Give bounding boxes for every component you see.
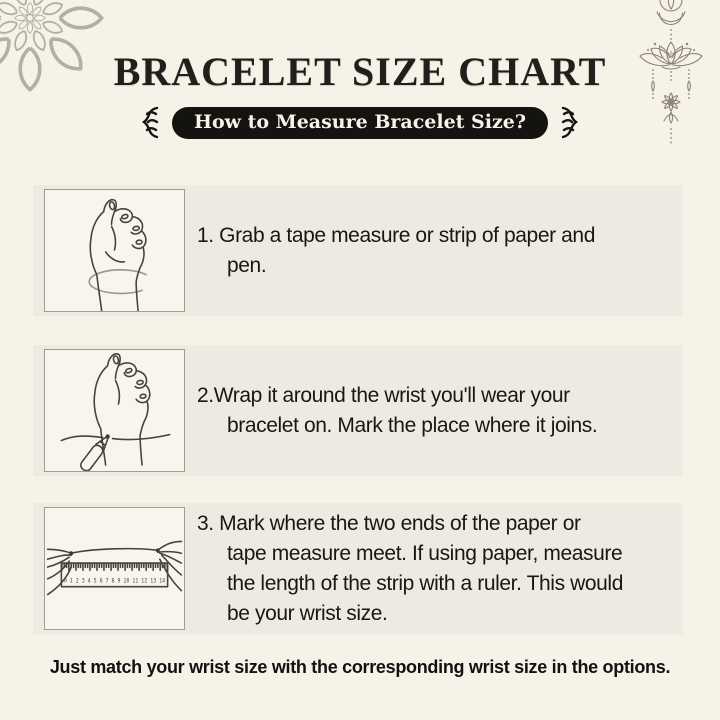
subtitle-badge: How to Measure Bracelet Size? (172, 107, 548, 139)
right-flourish-icon (559, 105, 585, 141)
step-2-text (197, 345, 677, 476)
step-1-text (197, 185, 677, 316)
step-3-panel (33, 503, 683, 635)
fist-hand-illustration (45, 190, 184, 311)
step-3-image-frame (44, 507, 185, 630)
step-1-image-frame (44, 189, 185, 312)
step-text-line: tape measure meet. If using paper, measure (227, 542, 623, 565)
step-text-line: 3. Mark where the two ends of the paper or (197, 512, 581, 535)
page-title: BRACELET SIZE CHART (113, 49, 607, 94)
step-3-text (197, 503, 677, 635)
step-text-line: bracelet on. Mark the place where it joins. (227, 413, 598, 437)
fist-pen-marking-illustration (45, 350, 184, 471)
badge-row (0, 104, 720, 142)
left-flourish-icon (135, 105, 161, 141)
footer-note: Just match your wrist size with the corresponding wrist size in the options. (49, 657, 671, 677)
step-text-line: 1. Grab a tape measure or strip of paper and (197, 223, 595, 247)
step-2-image-frame (44, 349, 185, 472)
svg-text:0 1 2 3 4 5 6 7 8 9 10 11 12 1: 0 1 2 3 4 5 6 7 8 9 10 11 12 13 14 (63, 578, 166, 585)
step-text-line: the length of the strip with a ruler. This would (227, 572, 623, 595)
step-2-panel (33, 345, 683, 476)
ruler-measuring-illustration (45, 508, 184, 629)
step-1-panel (33, 185, 683, 316)
step-text-line: 2.Wrap it around the wrist you'll wear your (197, 383, 570, 407)
step-text-line: pen. (227, 253, 267, 277)
ruler-ticks (62, 564, 167, 570)
step-text-line: be your wrist size. (227, 602, 388, 625)
